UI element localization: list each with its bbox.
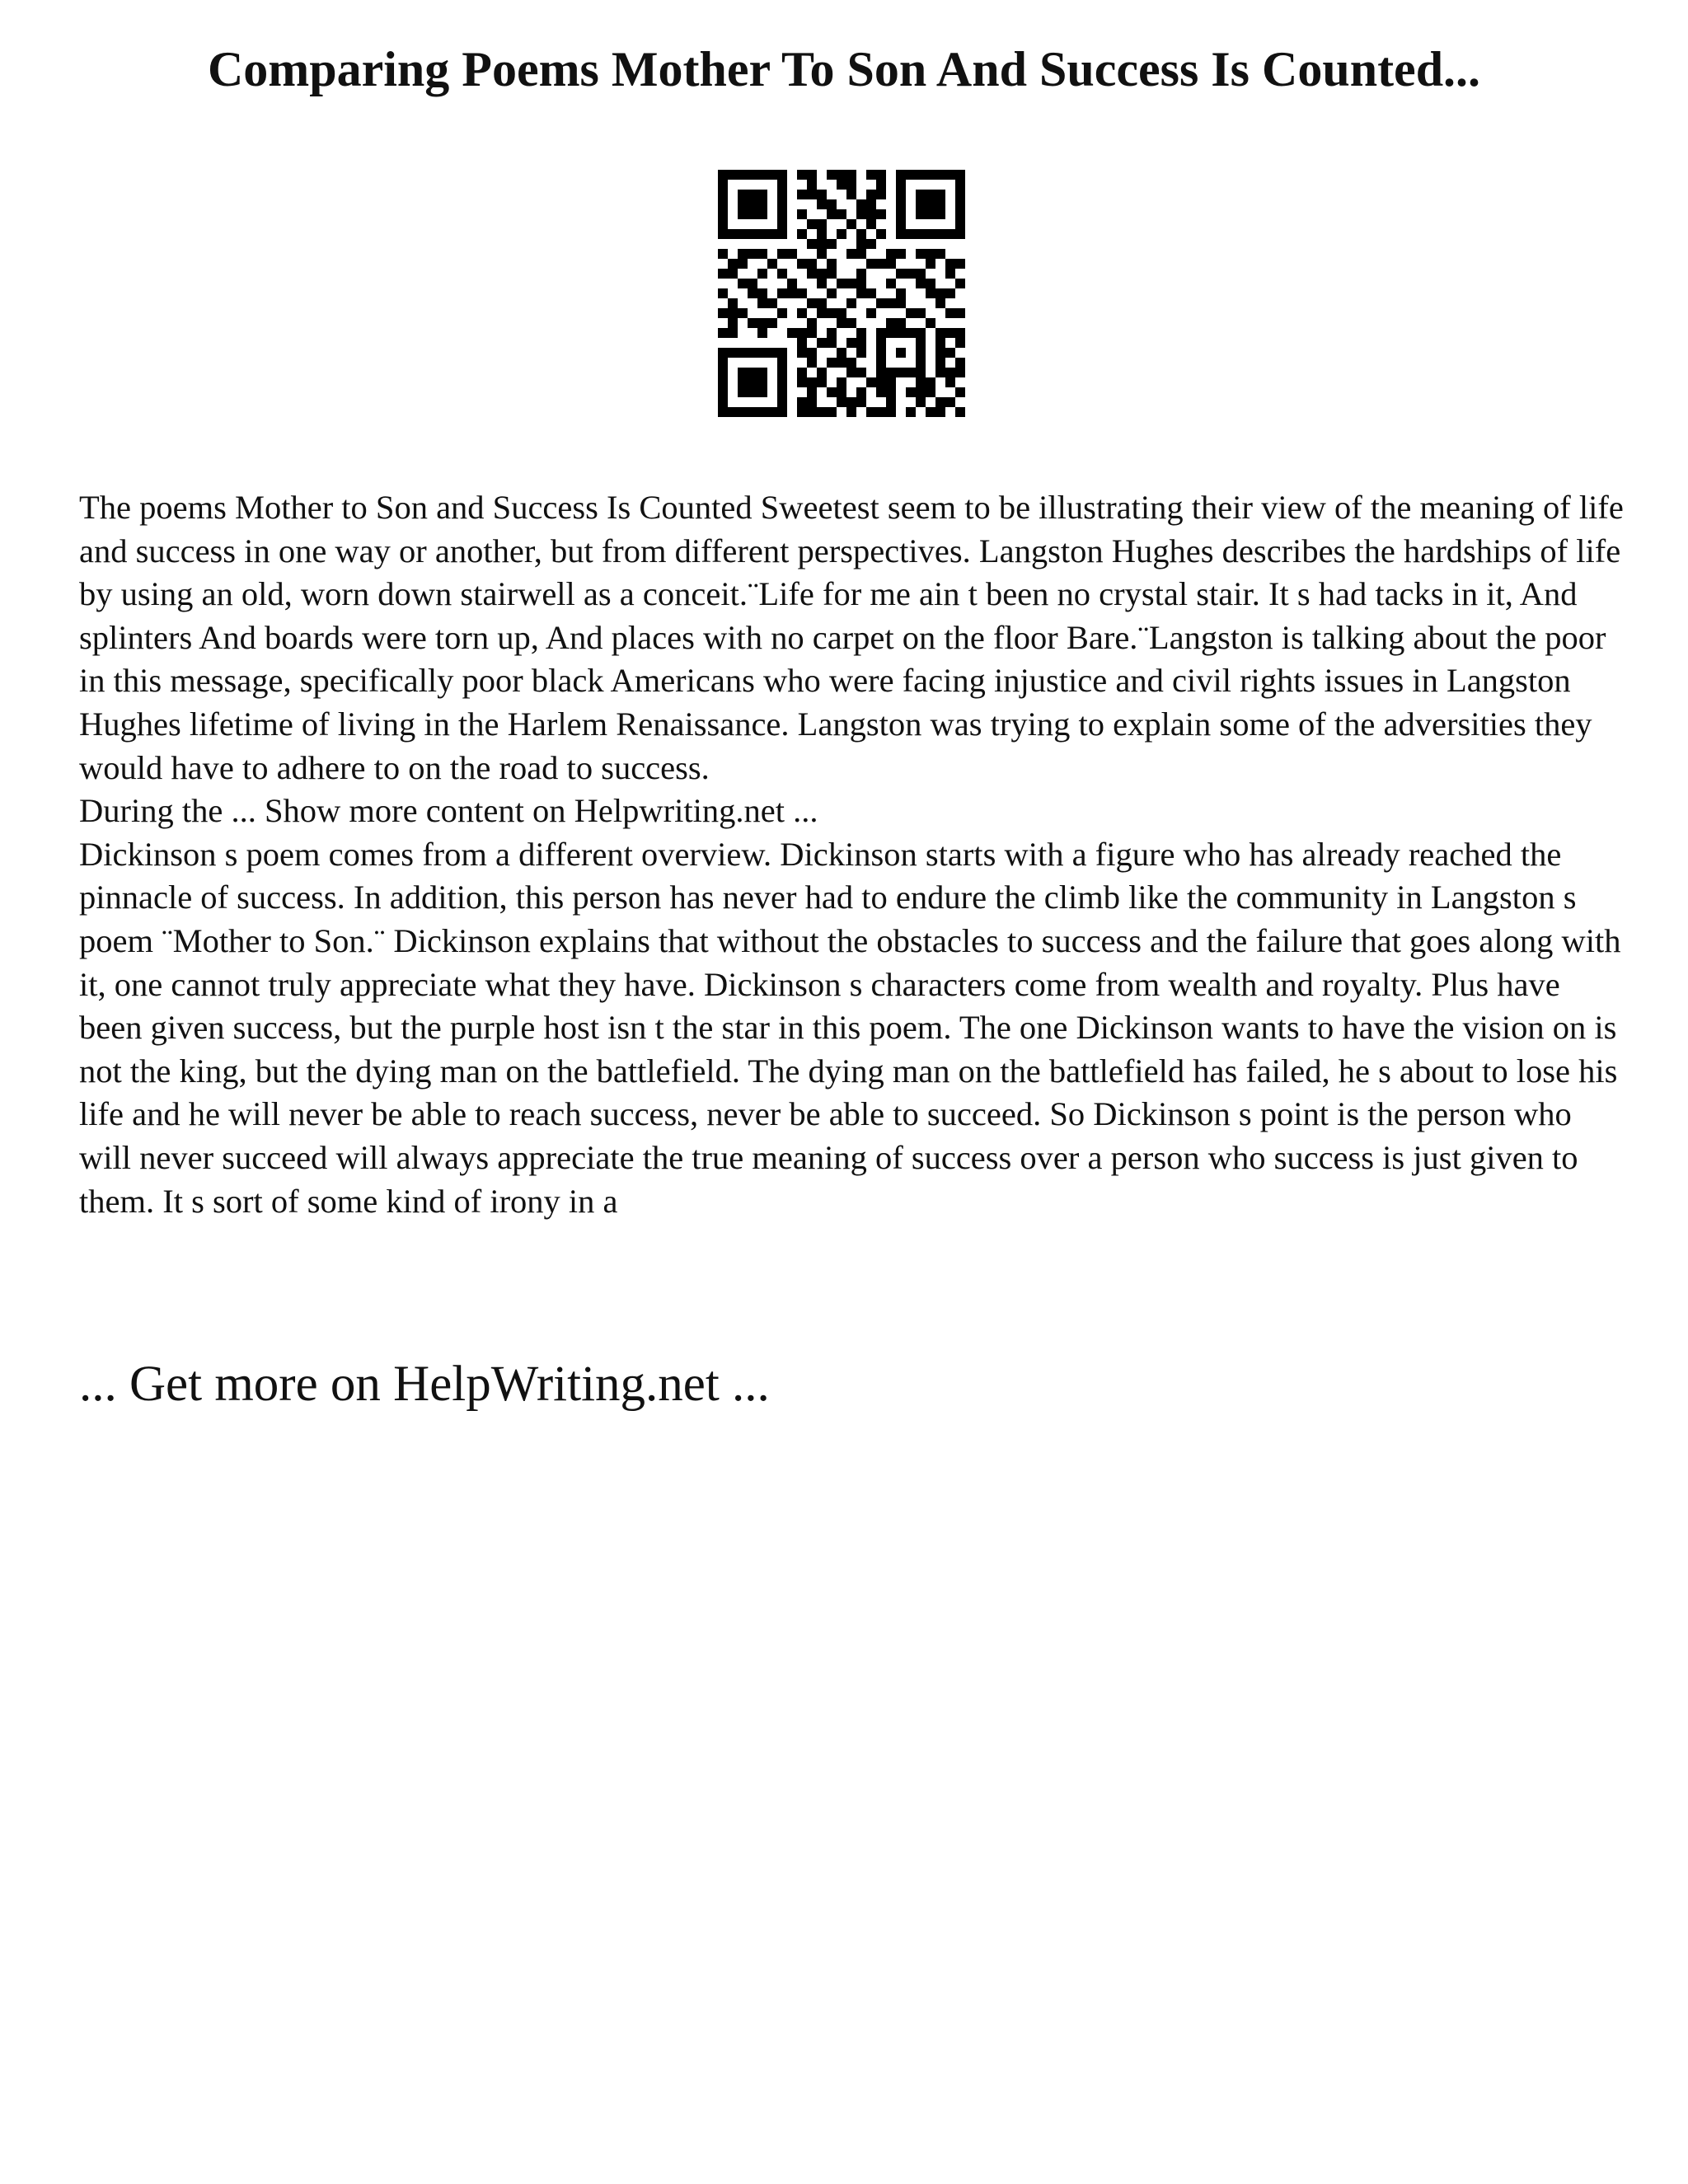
qr-code-icon[interactable] — [718, 170, 965, 417]
show-more-link[interactable]: During the ... Show more content on Helpwriting.net ... — [79, 792, 818, 830]
get-more-link[interactable]: ... Get more on HelpWriting.net ... — [79, 1357, 770, 1412]
document-title: Comparing Poems Mother To Son And Success Is Counted... — [207, 42, 1481, 96]
article-body — [79, 486, 1629, 1223]
paragraph: Dickinson s poem comes from a different overview. Dickinson starts with a figure who has already reached the pinnacle of success. In addition, this person has never had to endure the climb like the community in Langston s poem ¨Mother to Son.¨ Dickinson explains that without the obstacles to success and the failure that goes along with it, one cannot truly appreciate what they have. Dickinson s characters come from wealth and royalty. Plus have been given success, but the purple host isn t the star in this poem. The one Dickinson wants to have the vision on is not the king, but the dying man on the battlefield. The dying man on the battlefield has failed, he s about to lose his life and he will never be able to reach success, never be able to succeed. So Dickinson s point is the person who will never succeed will always appreciate the true meaning of success over a person who success is just given to them. It s sort of some kind of irony in a — [79, 835, 1621, 1220]
paragraph: The poems Mother to Son and Success Is Counted Sweetest seem to be illustrating their view of the meaning of life and success in one way or another, but from different perspectives. Langston Hughes describes the hardships of life by using an old, worn down stairwell as a conceit.¨Life for me ain t been no crystal stair. It s had tacks in it, And splinters And boards were torn up, And places with no carpet on the floor Bare.¨Langston is talking about the poor in this message, specifically poor black Americans who were facing injustice and civil rights issues in Langston Hughes lifetime of living in the Harlem Renaissance. Langston was trying to explain some of the adversities they would have to adhere to on the road to success. — [79, 489, 1624, 786]
